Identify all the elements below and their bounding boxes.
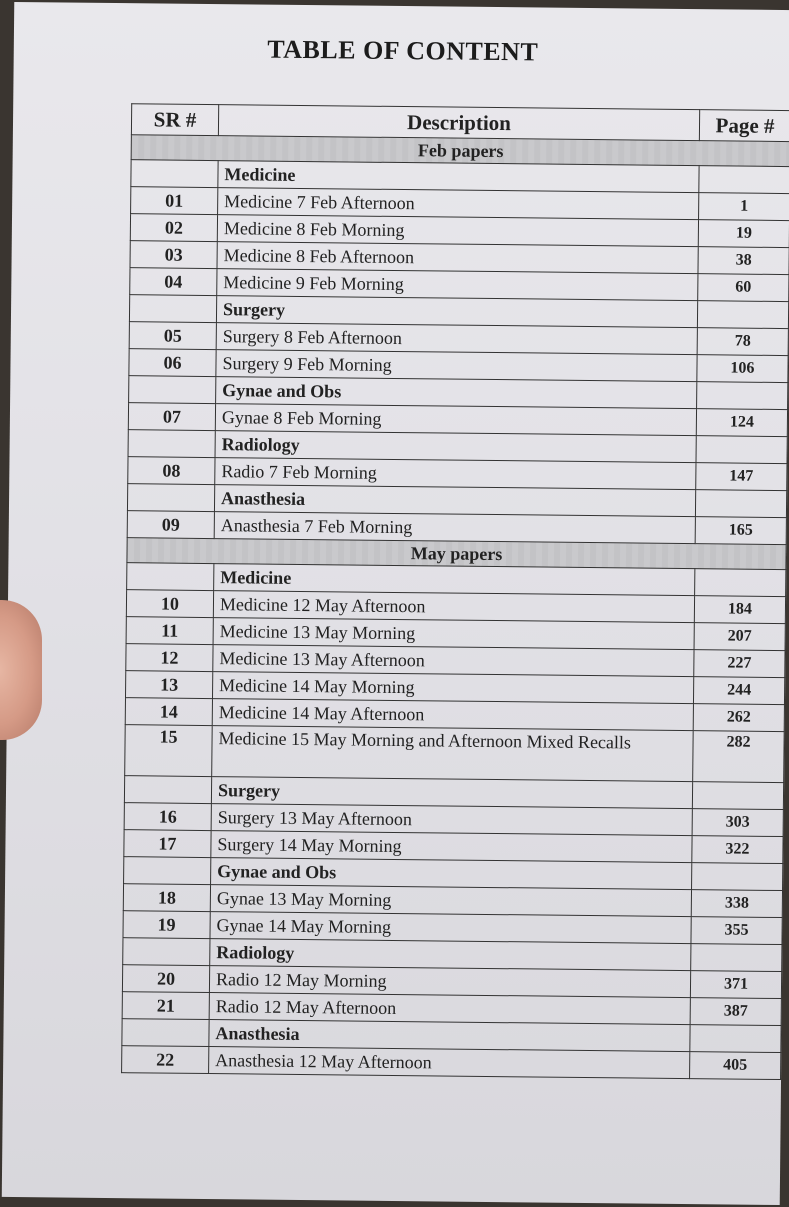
sr-number: 07 [128,403,215,431]
page-number: 303 [692,809,783,837]
category-label: Medicine [214,564,695,596]
page-number: 38 [698,247,789,275]
entry-description: Anasthesia 12 May Afternoon [209,1047,690,1079]
page-number: 262 [693,704,784,732]
category-sr-empty [128,430,215,458]
section-label: Feb papers [131,135,789,167]
page-number: 338 [691,890,782,918]
table-of-contents [121,103,789,1080]
category-page-empty [697,382,788,410]
entry-description: Surgery 14 May Morning [211,831,692,863]
entry-description: Medicine 8 Feb Afternoon [217,242,698,274]
page-number: 1 [699,193,789,221]
sr-number: 10 [126,590,213,618]
sr-number: 16 [124,803,211,831]
sr-number: 13 [125,671,212,699]
entry-description: Gynae 14 May Morning [210,912,691,944]
page-number: 78 [697,328,788,356]
page-number: 227 [694,650,785,678]
sr-number: 04 [130,268,217,296]
page-title: TABLE OF CONTENT [267,34,539,67]
entry-description: Medicine 14 May Afternoon [212,699,693,731]
category-page-empty [690,1025,781,1053]
sr-number: 20 [122,965,209,993]
category-page-empty [691,944,782,972]
category-label: Medicine [218,161,699,193]
sr-number: 22 [122,1046,209,1074]
section-label: May papers [127,538,786,570]
category-sr-empty [124,857,211,885]
header-sr: SR # [131,104,218,136]
entry-description: Surgery 8 Feb Afternoon [216,323,697,355]
category-label: Anasthesia [209,1020,690,1052]
category-page-empty [697,301,788,329]
category-label: Gynae and Obs [211,858,692,890]
entry-description: Medicine 14 May Morning [212,672,693,704]
entry-description: Medicine 9 Feb Morning [217,269,698,301]
entry-description: Radio 7 Feb Morning [215,458,696,490]
entry-description: Medicine 13 May Morning [213,618,694,650]
sr-number: 12 [126,644,213,672]
page-number: 387 [690,998,781,1026]
category-label: Radiology [210,939,691,971]
category-page-empty [695,490,786,518]
header-page: Page # [699,110,789,142]
entry-description: Anasthesia 7 Feb Morning [214,512,695,544]
entry-description: Medicine 13 May Afternoon [213,645,694,677]
page-number: 355 [691,917,782,945]
sr-number: 02 [130,214,217,242]
book-page [2,2,789,1205]
entry-description: Gynae 13 May Morning [210,885,691,917]
header-description: Description [218,105,699,141]
page-number: 207 [694,623,785,651]
category-label: Surgery [211,777,692,809]
entry-description: Medicine 8 Feb Morning [217,215,698,247]
page-number: 282 [693,731,785,783]
entry-description: Surgery 9 Feb Morning [216,350,697,382]
page-number: 60 [698,274,789,302]
table-body [122,135,789,1080]
category-sr-empty [127,484,214,512]
sr-number: 14 [125,698,212,726]
sr-number: 05 [129,322,216,350]
entry-description: Radio 12 May Afternoon [209,993,690,1025]
sr-number: 21 [122,992,209,1020]
entry-description: Medicine 15 May Morning and Afternoon Mixed Recalls [212,726,694,782]
page-number: 322 [692,836,783,864]
category-label: Surgery [216,296,697,328]
page-number: 244 [693,677,784,705]
category-sr-empty [124,776,211,804]
page-number: 184 [694,596,785,624]
category-sr-empty [129,295,216,323]
holding-thumb [0,600,42,740]
entry-description: Surgery 13 May Afternoon [211,804,692,836]
page-number: 106 [697,355,788,383]
category-page-empty [692,782,783,810]
category-page-empty [699,166,789,194]
page-number: 165 [695,517,786,545]
sr-number: 01 [131,187,218,215]
category-page-empty [692,863,783,891]
sr-number: 06 [129,349,216,377]
entry-description: Medicine 12 May Afternoon [213,591,694,623]
category-sr-empty [131,160,218,188]
category-label: Gynae and Obs [216,377,697,409]
category-page-empty [695,569,786,597]
category-label: Anasthesia [214,485,695,517]
page-number: 405 [690,1052,781,1080]
entry-description: Gynae 8 Feb Morning [215,404,696,436]
category-sr-empty [127,563,214,591]
sr-number: 11 [126,617,213,645]
page-number: 19 [698,220,789,248]
category-sr-empty [122,1019,209,1047]
sr-number: 15 [125,725,213,777]
category-sr-empty [129,376,216,404]
sr-number: 17 [124,830,211,858]
category-sr-empty [123,938,210,966]
sr-number: 03 [130,241,217,269]
sr-number: 08 [128,457,215,485]
sr-number: 19 [123,911,210,939]
category-page-empty [696,436,787,464]
category-label: Radiology [215,431,696,463]
sr-number: 09 [127,511,214,539]
table-row [125,725,784,783]
entry-description: Radio 12 May Morning [209,966,690,998]
page-number: 124 [696,409,787,437]
sr-number: 18 [123,884,210,912]
table-row [122,1046,781,1080]
page-number: 371 [690,971,781,999]
entry-description: Medicine 7 Feb Afternoon [218,188,699,220]
page-number: 147 [696,463,787,491]
